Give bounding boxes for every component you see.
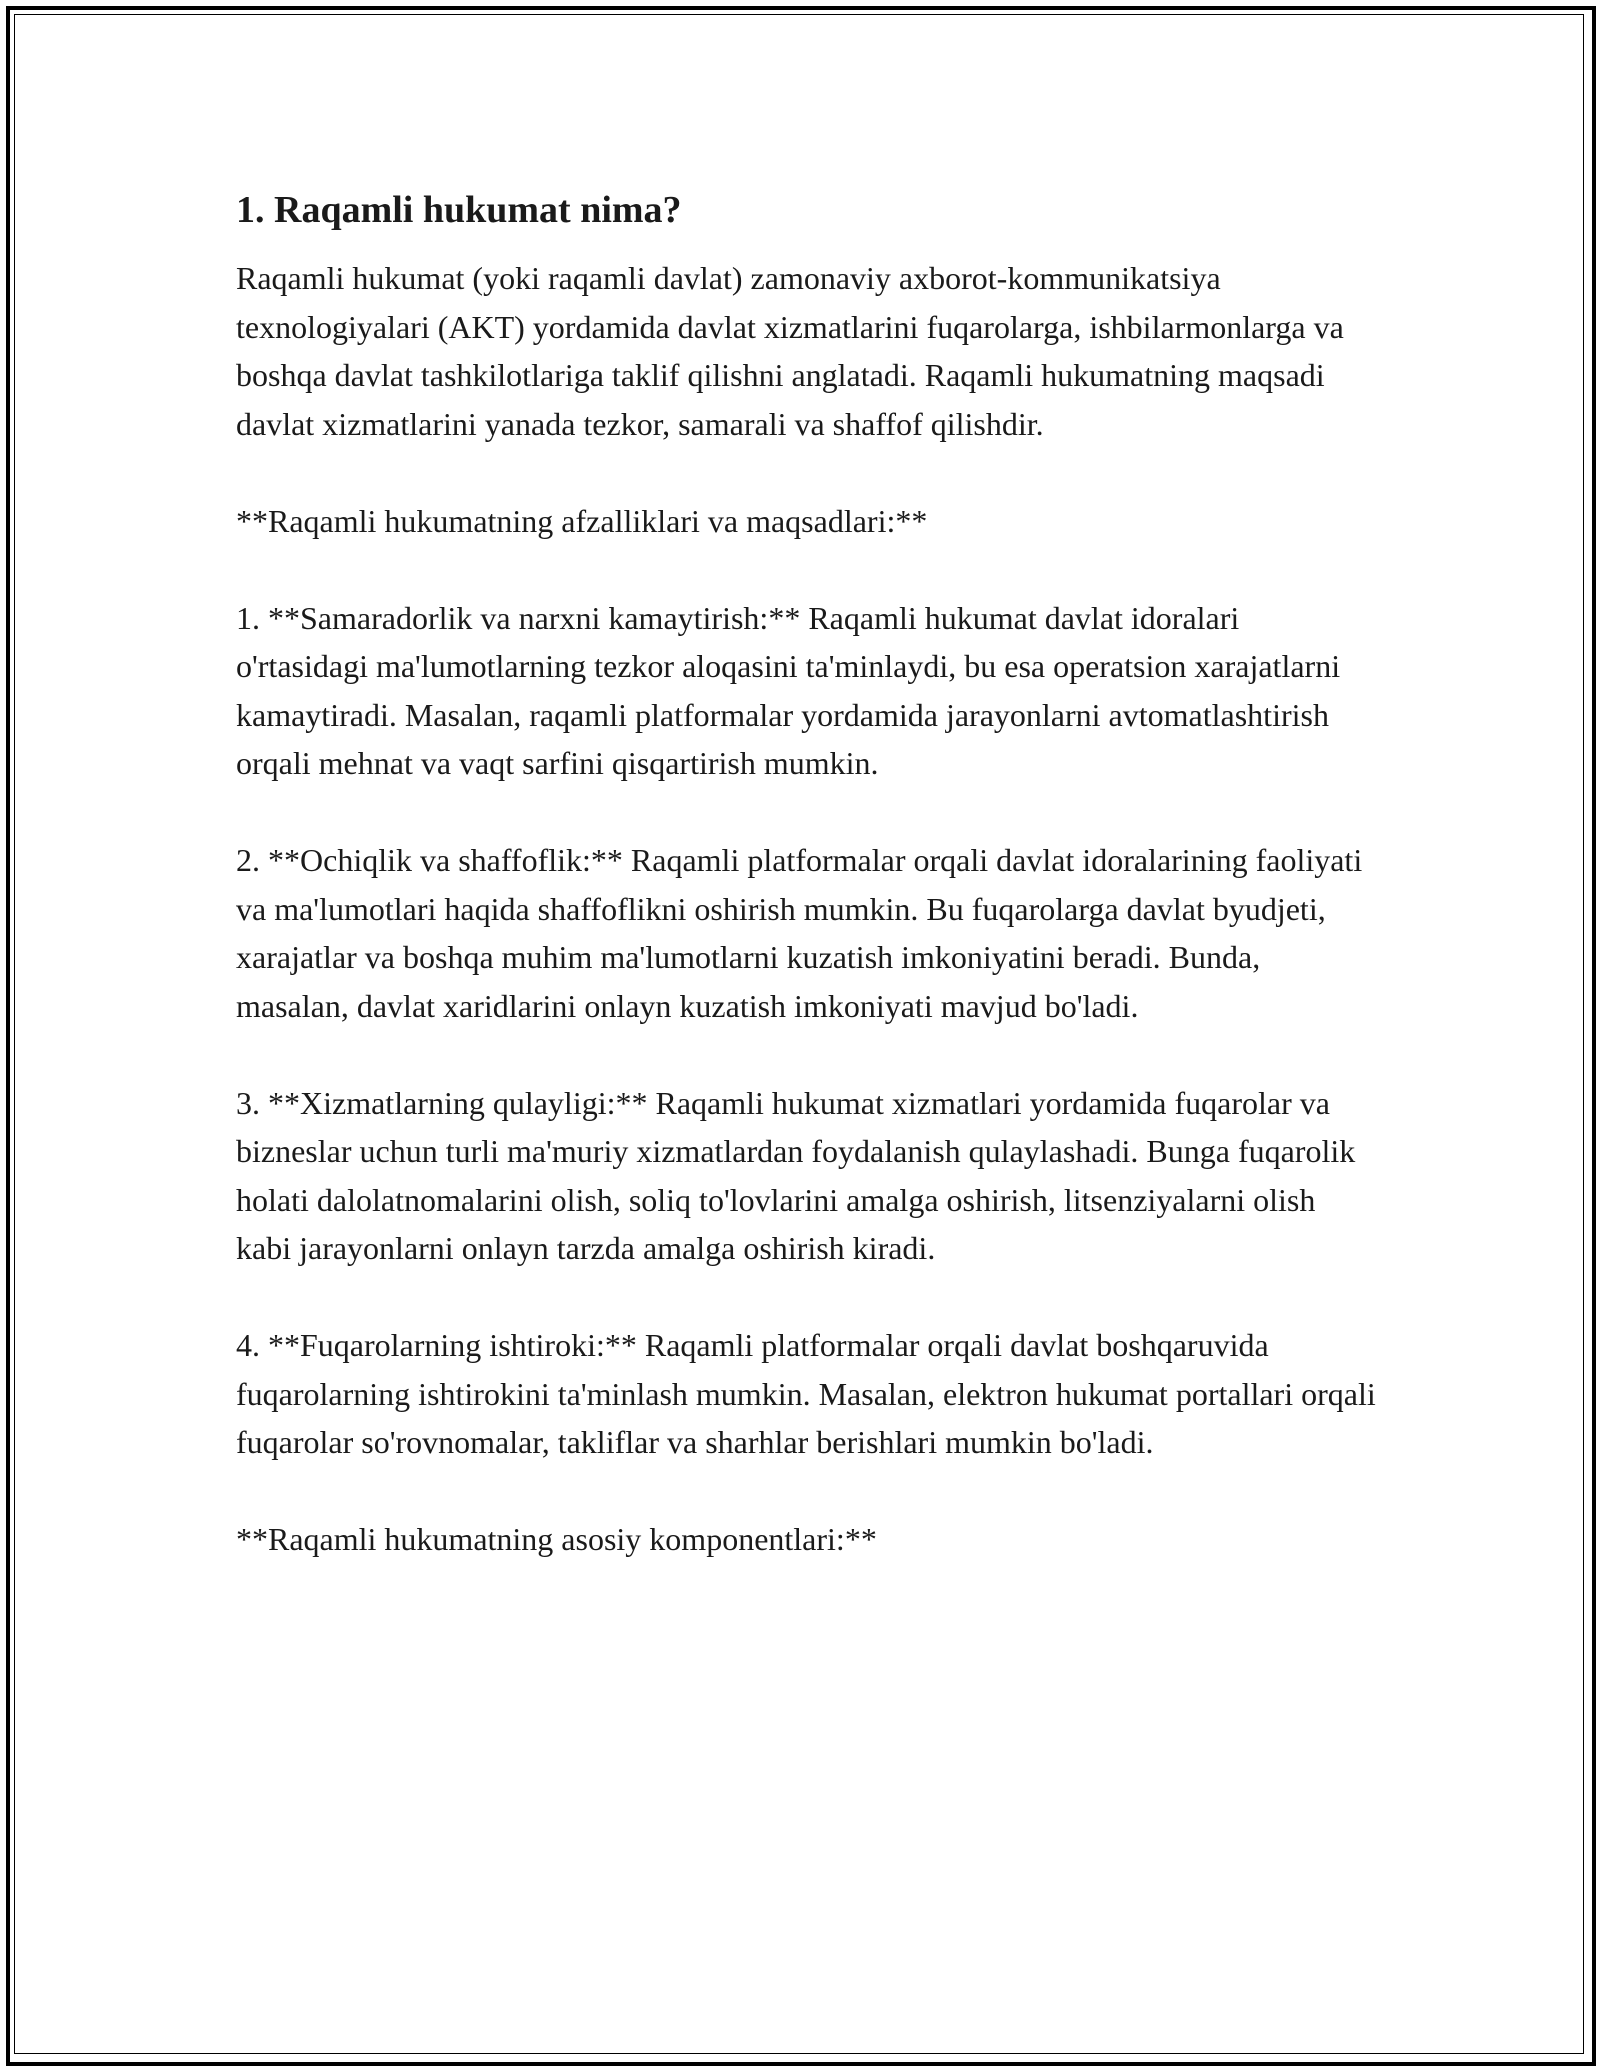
document-body	[236, 186, 1376, 1612]
components-subheading: **Raqamli hukumatning asosiy komponentlari:**	[236, 1521, 877, 1557]
advantages-subheading: **Raqamli hukumatning afzalliklari va maqsadlari:**	[236, 502, 928, 539]
intro-paragraph: Raqamli hukumat (yoki raqamli davlat) zamonaviy axborot-kommunikatsiya texnologiyalari (AKT) yordamida davlat xizmatlarini fuqarolarga, ishbilarmonlarga va boshqa davlat tashkilotlariga taklif qilishni anglatadi. Raqamli hukumatning maqsadi davlat xizmatlarini yanada tezkor, samarali va shaffof qilishdir.	[236, 260, 1344, 442]
list-item-convenience: 3. **Xizmatlarning qulayligi:** Raqamli hukumat xizmatlari yordamida fuqarolar va bizneslar uchun turli ma'muriy xizmatlardan foydalanish qulaylashadi. Bunga fuqarolik holati dalolatnomalarini olish, soliq to'lovlarini amalga oshirish, litsenziyalarni olish kabi jarayonlarni onlayn tarzda amalga oshirish kiradi.	[236, 1084, 1356, 1266]
section-heading: 1. Raqamli hukumat nima?	[236, 189, 682, 231]
list-item-participation: 4. **Fuqarolarning ishtiroki:** Raqamli platformalar orqali davlat boshqaruvida fuqarolarning ishtirokini ta'minlash mumkin. Masalan, elektron hukumat portallari orqali fuqarolar so'rovnomalar, takliflar va sharhlar berishlari mumkin bo'ladi.	[236, 1327, 1376, 1460]
list-item-efficiency: 1. **Samaradorlik va narxni kamaytirish:** Raqamli hukumat davlat idoralari o'rtasidagi ma'lumotlarning tezkor aloqasini ta'minlaydi, bu esa operatsion xarajatlarni kamaytiradi. Masalan, raqamli platformalar yordamida jarayonlarni avtomatlashtirish orqali mehnat va vaqt sarfini qisqartirish mumkin.	[236, 599, 1341, 781]
list-item-transparency: 2. **Ochiqlik va shaffoflik:** Raqamli platformalar orqali davlat idoralarining faoliyati va ma'lumotlari haqida shaffoflikni oshirish mumkin. Bu fuqarolarga davlat byudjeti, xarajatlar va boshqa muhim ma'lumotlarni kuzatish imkoniyatini beradi. Bunda, masalan, davlat xaridlarini onlayn kuzatish imkoniyati mavjud bo'ladi.	[236, 842, 1363, 1024]
